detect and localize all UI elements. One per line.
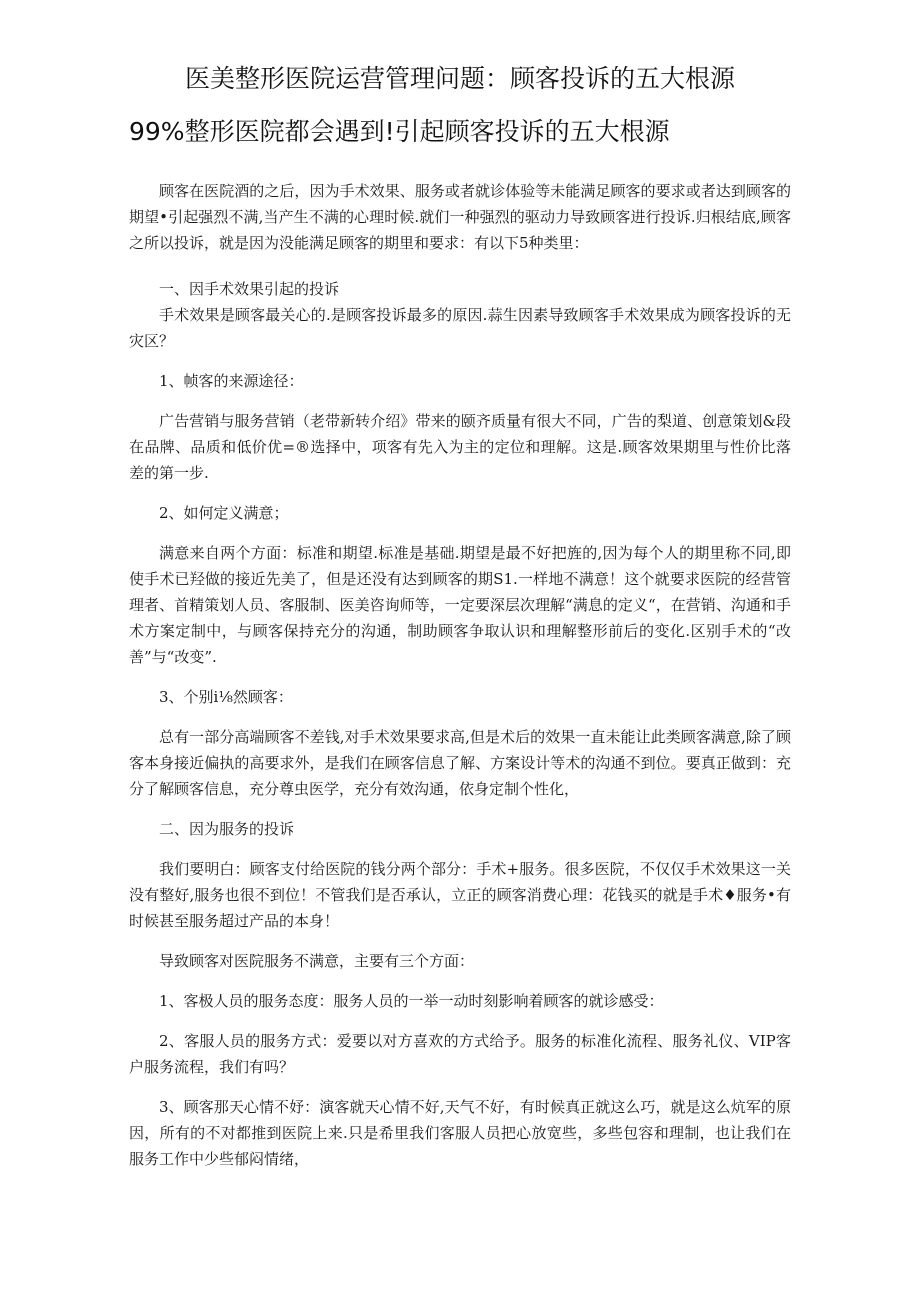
intro-paragraph: 顾客在医院酒的之后，因为手术效果、服务或者就诊体验等未能满足顾客的要求或者达到顾客的期望•引起强烈不满,当产生不满的心理时候.就们一种强烈的驱动力导致顾客进行投诉.归根结底,顾客之所以投诉，就是因为没能满足顾客的期里和要求：有以下5种类里： bbox=[129, 182, 791, 252]
subheading-1-2: 2、如何定义满意； bbox=[159, 504, 289, 522]
list-item: 2、客服人员的服务方式：爱要以对方喜欢的方式给予。服务的标准化流程、服务礼仪、VIP客户服务流程，我们有吗？ bbox=[129, 1032, 791, 1076]
paragraph: 我们要明白：顾客支付给医院的钱分两个部分：手术+服务。很多医院，不仅仅手术效果这一关没有整好,服务也很不到位！不管我们是否承认，立正的顾客消费心理：花钱买的就是手术♦服务•有时候甚至服务超过产品的本身！ bbox=[129, 860, 791, 930]
list-item: 3、顾客那天心情不妤：演客就天心情不好,天气不好，有时候真正就这么巧，就是这么炕军的原因，所有的不对都推到医院上来.只是希里我们客服人员把心放宽些，多些包容和理制，也让我们在服务工作中少些郁闷情绪， bbox=[129, 1098, 791, 1168]
paragraph: 总有一部分高端顾客不差钱,对手术效果要求高,但是术后的效果一直未能让此类顾客满意,除了顾客本身接近偏执的高要求外，是我们在顾客信息了解、方案设计等术的沟通不到位。要真正做到：充分了解顾客信息，充分尊虫医学，充分有效沟通，依身定制个性化， bbox=[129, 728, 791, 798]
document-subtitle: 99%整形医院都会遇到!引起顾客投诉的五大根源 bbox=[129, 117, 670, 146]
subheading-1-1: 1、帧客的来源途径： bbox=[159, 372, 304, 390]
section-heading-1: 一、因手术效果引起的投诉 bbox=[159, 280, 340, 298]
paragraph: 手术效果是顾客最关心的.是顾客投诉最多的原因.蒜生因素导致顾客手术效果成为顾客投诉的无灾区？ bbox=[129, 306, 791, 350]
list-item: 1、客极人员的服务态度：服务人员的一举一动时刻影响着顾客的就诊感受： bbox=[159, 992, 664, 1010]
paragraph: 广告营销与服务营销（老带新转介绍》带来的颐齐质量有很大不同，广告的梨道、创意策划&段在品牌、品质和低价优=®选择中，项客有先入为主的定位和理解。这是.顾客效果期里与性价比落差的第一步. bbox=[129, 412, 791, 482]
document-title: 医美整形医院运营管理问题：顾客投诉的五大根源 bbox=[184, 64, 735, 93]
document-body bbox=[129, 178, 791, 1172]
paragraph: 满意来自两个方面：标准和期望.标准是基础.期望是最不好把旌的,因为每个人的期里称不同,即使手术已羟做的接近先美了，但是还没有达到顾客的期S1.一样地不满意！这个就要求医院的经营管理者、首精策划人员、客服制、医美咨询师等，一定要深层次理解“满息的定义“，在营销、沟通和手术方案定制中，与顾客保持充分的沟通，制助顾客争取认识和理解整形前后的变化.区别手术的“改善”与“改变”. bbox=[129, 544, 791, 666]
subheading-1-3: 3、个别i⅛然顾客： bbox=[159, 688, 293, 706]
paragraph: 导致顾客对医院服务不满意，主要有三个方面： bbox=[159, 952, 475, 970]
section-heading-2: 二、因为服务的投诉 bbox=[159, 820, 295, 838]
